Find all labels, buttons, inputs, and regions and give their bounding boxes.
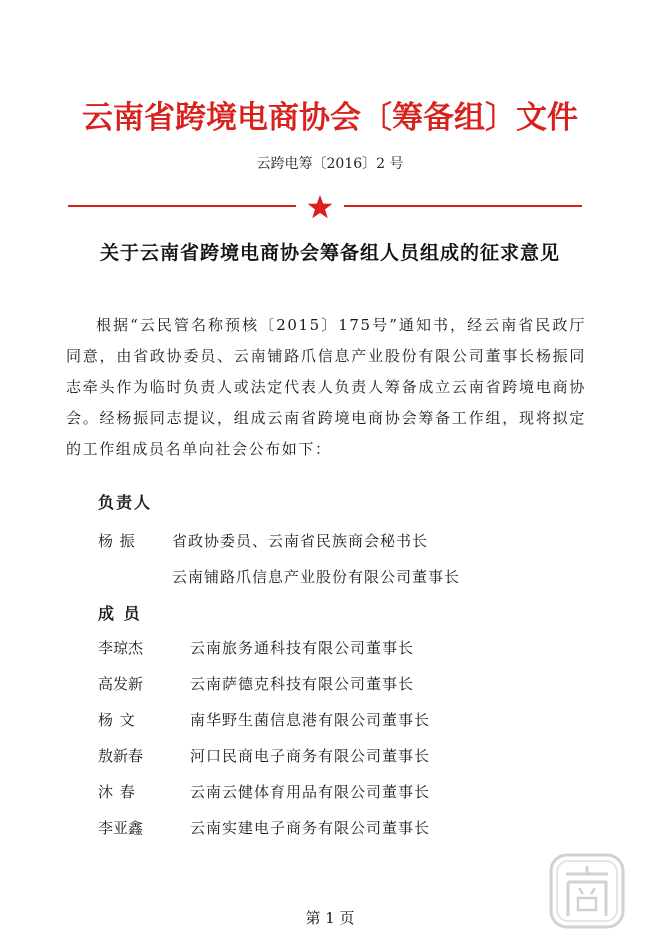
- member-desc: 云南萨德克科技有限公司董事长: [190, 675, 415, 693]
- member-row: [98, 817, 518, 839]
- member-desc: 南华野生菌信息港有限公司董事长: [190, 711, 431, 729]
- leader-title-1: 省政协委员、云南省民族商会秘书长: [172, 532, 429, 550]
- member-row: [98, 709, 518, 731]
- member-name: 敖新春: [98, 747, 144, 765]
- member-desc: 河口民商电子商务有限公司董事长: [190, 747, 431, 765]
- member-desc: 云南旅务通科技有限公司董事长: [190, 639, 415, 657]
- member-name: 沐 春: [98, 783, 136, 801]
- document-number: 云跨电筹〔2016〕2 号: [256, 156, 404, 172]
- leader-title-2: 云南铺路爪信息产业股份有限公司董事长: [172, 568, 461, 586]
- header-rule-right: [344, 205, 582, 207]
- header-rule-left: [68, 205, 296, 207]
- member-name: 李亚鑫: [98, 819, 144, 837]
- body-paragraph: 根据“云民管名称预核〔2015〕175号”通知书，经云南省民政厅同意，由省政协委员、云南铺路爪信息产业股份有限公司董事长杨振同志牵头作为临时负责人或法定代表人负责人筹备成立云南省跨境电商协会。经杨振同志提议，组成云南省跨境电商协会筹备工作组，现将拟定的工作组成员名单向社会公布如下：: [66, 316, 586, 458]
- red-star-icon: [307, 194, 333, 220]
- org-header-title: 云南省跨境电商协会〔筹备组〕文件: [82, 100, 578, 136]
- member-desc: 云南云健体育用品有限公司董事长: [190, 783, 431, 801]
- member-name: 高发新: [98, 675, 144, 693]
- leader-section-label: 负责人: [98, 493, 153, 512]
- member-row: [98, 673, 518, 695]
- shang-seal-icon: [548, 852, 626, 930]
- member-row: [98, 781, 518, 803]
- leader-row: [98, 530, 518, 552]
- member-desc: 云南实建电子商务有限公司董事长: [190, 819, 431, 837]
- member-row: [98, 637, 518, 659]
- member-row: [98, 745, 518, 767]
- leader-row-2: [172, 566, 532, 588]
- member-name: 李琼杰: [98, 639, 144, 657]
- document-title: 关于云南省跨境电商协会筹备组人员组成的征求意见: [99, 242, 560, 264]
- member-name: 杨 文: [98, 711, 136, 729]
- page-number: 第 1 页: [305, 909, 355, 927]
- leader-name: 杨 振: [98, 532, 136, 550]
- members-section-label: 成 员: [98, 604, 142, 623]
